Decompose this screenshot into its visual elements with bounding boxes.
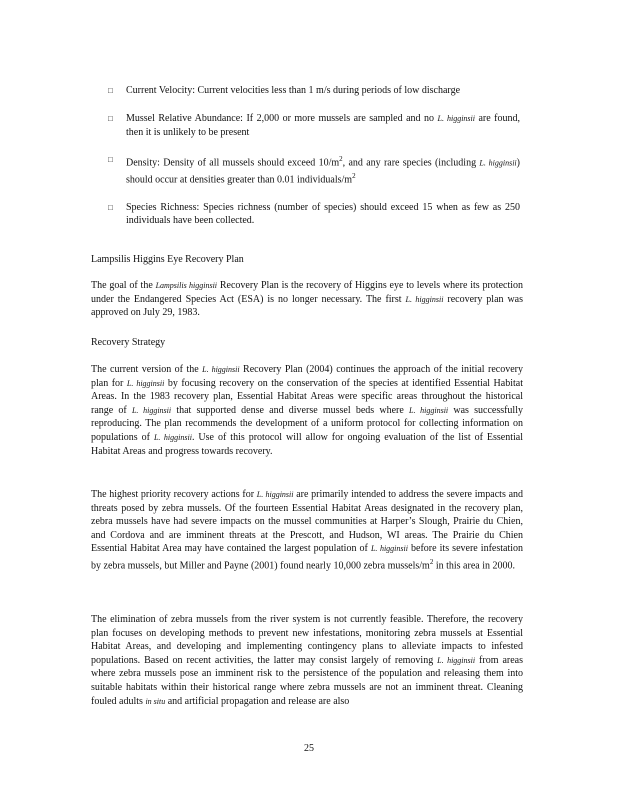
section-heading-recovery-plan: Lampsilis Higgins Eye Recovery Plan [91,254,244,265]
italic-species-name: L. higginsii [153,432,192,442]
italic-species-name: L. higginsii [202,365,240,374]
italic-species-name: L. higginsii [256,490,294,499]
bullet-text: Density: Density of all mussels should exceed $10/m^2$, and any rare species (including L. higginsii) should occur at densities greater than 0.01 individuals/$m^2$ [126,155,520,186]
italic-species-name: L. higginsii [479,158,517,168]
italic-species-name: L. higginsii [409,405,449,415]
paragraph-goal: The goal of the Lampsilis higginsii Recovery Plan is the recovery of Higgins eye to levels where its protection under the Endangered Species Act (ESA) is no longer necessary. The first L. higginsii recovery plan was approved on July 29, 1983. [91,280,524,319]
italic-species-name: Lampsilis higginsii [155,281,218,290]
bullet-icon: □ [108,202,113,212]
superscript: 2 [352,171,356,180]
bullet-icon: □ [108,155,113,164]
list-item [108,84,520,98]
italic-species-name: L. higginsii [437,114,475,123]
section-heading-recovery-strategy: Recovery Strategy [91,337,166,348]
italic-species-name: L. higginsii [437,655,476,665]
paragraph-current-version: The current version of the L. higginsii Recovery Plan (2004) continues the approach of the initial recovery plan for L. higginsii by focusing recovery on the conservation of the species at identified Essential Habitat Areas. In the 1983 recovery plan, Essential Habitat Areas were specific areas throughout the historical range of L. higginsii that supported dense and diverse mussel beds where L. higginsii was successfully reproducing. The plan recommends the development of a uniform protocol for collecting information on populations of L. higginsii. Use of this protocol will allow for ongoing evaluation of the list of Essential Habitat Areas and progress towards recovery. [91,364,524,457]
italic-species-name: L. higginsii [370,544,408,554]
italic-species-name: L. higginsii [131,405,172,415]
list-item [108,112,520,139]
superscript: 2 [339,155,343,163]
paragraph-elimination: The elimination of zebra mussels from the river system is not currently feasible. Therefore, the recovery plan focuses on developing methods to prevent new infestations, monitoring zebra mussels at Essential Habitat Areas, and developing and implementing contingency plans to alleviate impacts to infested populations. Based on recent activities, the latter may consist largely of removing L. higginsii from areas where zebra mussels pose an imminent risk to the persistence of the population and releasing them into suitable habitats within their historical range where zebra mussels are not an imminent threat. Cleaning fouled adults in situ and artificial propagation and release are also [91,614,523,707]
bullet-text: Mussel Relative Abundance: If 2,000 or more mussels are sampled and no L. higginsii are found, then it is unlikely to be present [126,113,521,138]
bullet-text: Current Velocity: Current velocities less than 1 m/s during periods of low discharge [126,85,461,96]
criteria-bullet-list [108,84,520,242]
superscript: 2 [429,557,434,566]
italic-species-name: L. higginsii [126,378,165,388]
list-item [108,153,520,187]
list-item [108,201,520,228]
italic-species-name: L. higginsii [405,294,444,304]
bullet-icon: □ [108,86,113,95]
paragraph-priority-actions: The highest priority recovery actions for L. higginsii are primarily intended to address the severe impacts and threats posed by zebra mussels. Of the fourteen Essential Habitat Areas designated in the recovery plan, zebra mussels have had severe impacts on the mussel communities at Harper’s Slough, Prairie du Chien, and Cordova and are imminent threats at the Prescott, and Hudson, WI areas. The Prairie du Chien Essential Habitat Area may have contained the largest population of L. higginsii before its severe infestation by zebra mussels, but Miller and Payne (2001) found nearly 10,000 zebra mussels/$m^2$ in this area in 2000. [91,489,524,572]
bullet-text: Species Richness: Species richness (number of species) should exceed 15 when as few as 250 individuals have been collected. [126,201,520,227]
italic-species-name: in situ [145,696,166,706]
page-number: 25 [304,743,314,754]
bullet-icon: □ [108,114,113,123]
